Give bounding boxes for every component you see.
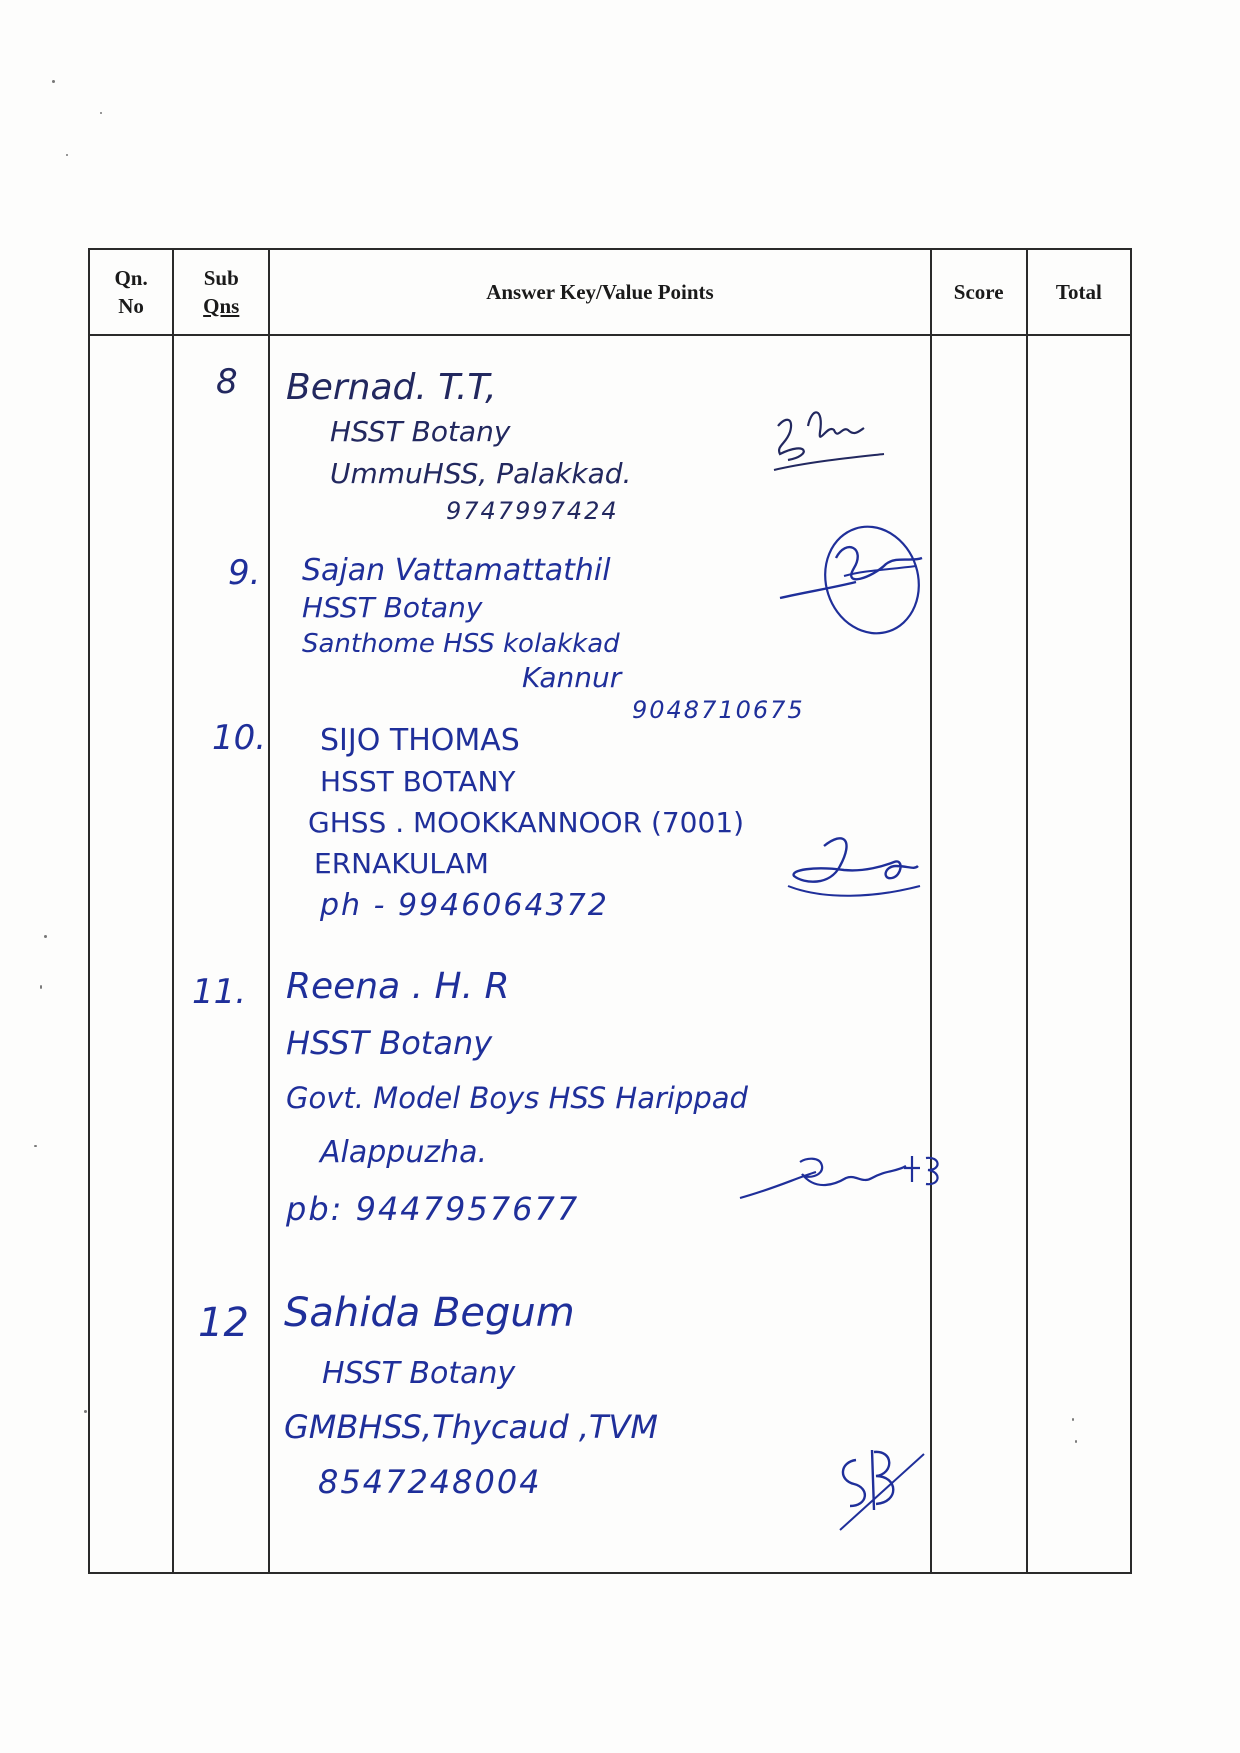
- entry-designation: HSST Botany: [286, 1024, 493, 1062]
- entry-school: Santhome HSS kolakkad: [302, 629, 620, 659]
- header-total: [1027, 249, 1131, 335]
- entry-name: Reena . H. R: [286, 966, 510, 1007]
- sub-question-number: 9.: [228, 553, 261, 593]
- entry-name: Sajan Vattamattathil: [302, 553, 611, 588]
- scan-speck: [52, 80, 55, 83]
- header-sub-line1: Sub: [203, 266, 239, 290]
- header-score: [931, 249, 1027, 335]
- header-qn-line1: Qn.: [114, 266, 148, 290]
- entry-school: GMBHSS,Thycaud ,TVM: [284, 1408, 659, 1446]
- header-sub-line2: Qns: [203, 294, 240, 318]
- signature-image: [820, 1440, 930, 1540]
- contact-entry: [302, 552, 805, 726]
- entry-phone: 9048710675: [632, 696, 805, 724]
- header-answer-key: [269, 249, 930, 335]
- entry-phone: ph - 9946064372: [320, 888, 609, 923]
- entry-name: Sahida Begum: [284, 1290, 575, 1336]
- entry-phone: 9747997424: [446, 497, 619, 525]
- header-qn-line2: No: [118, 294, 144, 318]
- signature-image: [784, 826, 924, 906]
- signature-image: [768, 396, 888, 486]
- entry-designation: HSST Botany: [302, 591, 483, 624]
- contact-entry: [286, 958, 748, 1238]
- entry-district: ERNAKULAM: [314, 847, 489, 880]
- entry-name: SIJO THOMAS: [320, 723, 520, 758]
- entry-school: UmmuHSS, Palakkad.: [330, 457, 632, 490]
- table-header-row: [89, 249, 1131, 335]
- qn-no-cell: [89, 335, 173, 1573]
- sub-question-number: 12: [198, 1300, 249, 1346]
- score-cell: [931, 335, 1027, 1573]
- entry-designation: HSST Botany: [322, 1356, 516, 1391]
- scan-speck: [100, 112, 102, 114]
- signature-image: [776, 518, 936, 658]
- header-qn-no: [89, 249, 173, 335]
- scan-speck: [34, 1145, 37, 1147]
- total-cell: [1027, 335, 1131, 1573]
- signature-image: [736, 1148, 946, 1208]
- contact-entry: [284, 1278, 658, 1510]
- entry-school: GHSS . MOOKKANNOOR (7001): [308, 806, 745, 839]
- entry-name: Bernad. T.T,: [286, 367, 497, 408]
- contact-entry: [308, 720, 745, 928]
- entry-phone: pb: 9447957677: [286, 1190, 580, 1228]
- entry-district: Kannur: [522, 661, 622, 694]
- sub-question-number: 8: [216, 362, 238, 402]
- scan-speck: [84, 1410, 87, 1413]
- entry-district: Alappuzha.: [320, 1135, 488, 1170]
- header-score-label: Score: [953, 280, 1004, 304]
- scan-speck: [66, 154, 68, 156]
- scan-speck: [40, 985, 42, 989]
- sub-qns-cell: [173, 335, 269, 1573]
- entry-phone: 8547248004: [318, 1463, 542, 1501]
- header-sub-qns: [173, 249, 269, 335]
- entry-designation: HSST Botany: [330, 415, 511, 448]
- entry-school: Govt. Model Boys HSS Harippad: [286, 1081, 748, 1115]
- scan-speck: [44, 935, 47, 938]
- entry-designation: HSST BOTANY: [320, 765, 516, 798]
- header-answer-label: Answer Key/Value Points: [486, 280, 714, 304]
- sub-question-number: 10.: [212, 718, 267, 758]
- sub-question-number: 11.: [192, 972, 247, 1012]
- contact-entry: [286, 365, 631, 527]
- header-total-label: Total: [1055, 280, 1102, 304]
